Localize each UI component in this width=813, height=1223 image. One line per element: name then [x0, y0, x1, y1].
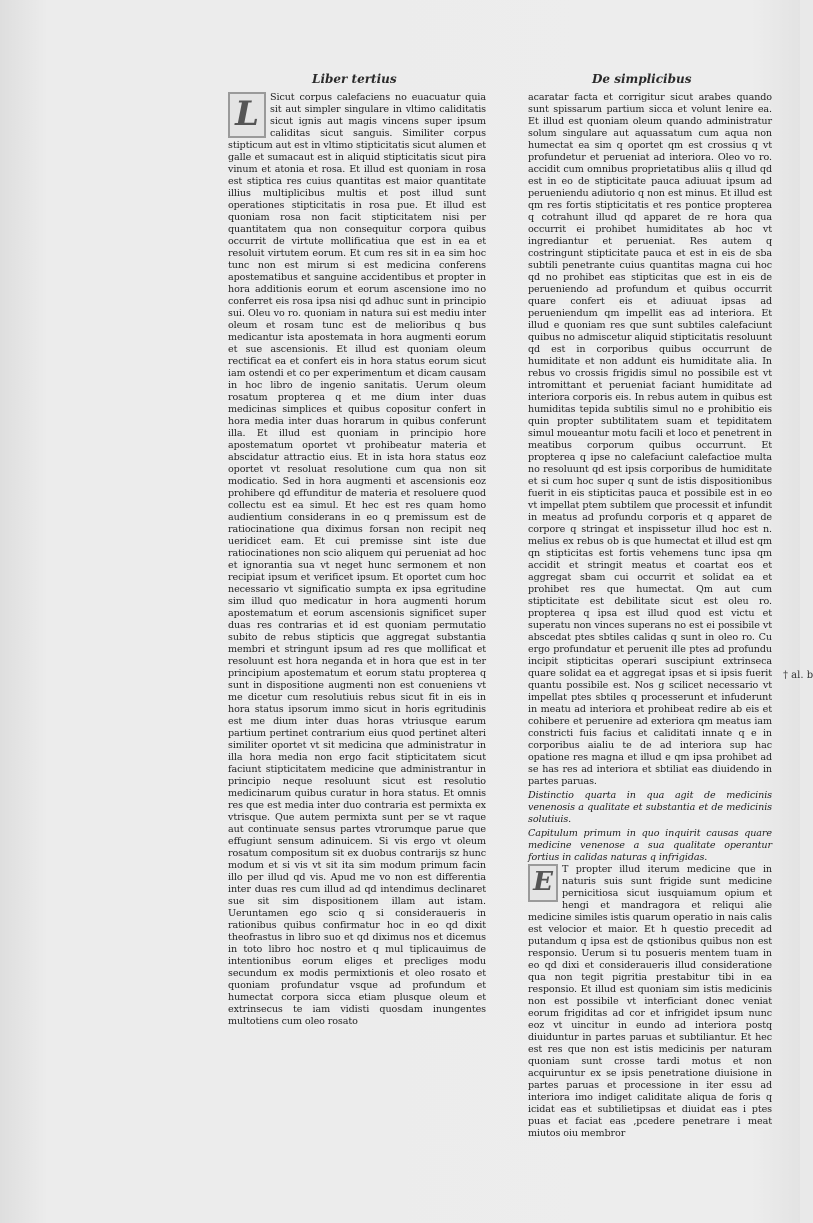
decorated-initial-E: E	[528, 864, 558, 902]
text-column-right	[528, 92, 772, 1139]
running-head-left: Liber tertius	[312, 72, 397, 86]
body-text-right-continued: acaratar facta et corrigitur sicut arabes quando sunt spissarum partium sicca et volunt lenire ea. Et illud est quoniam oleum quando administratur solum singulare aut aquassatum cum aqua non humectat ea sim q oportet qm est crossius q vt profundetur et perueniat ad interiora. Oleo vo ro. accidit cum omnibus proprietatibus aliis q illud qd est in eo de stipticitate pauca adiuuat ipsum ad perueniendu adiutorio q non est minus. Et illud est qm res fortis stipticitatis et res pontice propterea q cotrahunt illud qd apparet de re hora qua occurrit ei prohibet humiditates ab hoc vt ingrediantur et perueniat. Res autem q costringunt stipticitate pauca et est in eis de sba subtili penetrante cuius quantitas magna cui hoc qd no prohibet eas stipticitas que est in eis de perueniendo ad profundum et quibus occurrit quare confert eis et adiuuat ipsas ad perueniendum qm impellit eas ad interiora. Et illud e quoniam res que sunt subtiles calefaciunt quibus no admiscetur aliquid stipticitatis resoluunt qd est in corporibus quibus occurrunt de humiditate et non addunt eis humiditate alia. In rebus vo crossis frigidis simul no possibile est vt intromittant et perueniat faciant humiditate ad interiora corporis eis. In rebus autem in quibus est humiditas tepida subtilis simul no e prohibitio eis quin propter subtilitatem suam et tepiditatem simul moueantur motu facili et loco et penetrent in meatibus corporum quibus occurrunt. Et propterea q ipse no calefaciunt calefactioe multa no resoluunt qd est ipsis corporibus de humiditate et si cum hoc super q sunt de istis dispositionibus fuerit in eis stipticitas pauca et possibile est in eo vt impellat ptem subtilem que processit et infundit in meatus ad profundu corporis et q apparet de corpore q stringat et inspissetur illud hoc est n. melius ex rebus ob is que humectat et illud est qm qn stipticitas est fortis vehemens tunc ipsa qm accidit et stringit meatus et coartat eos et aggregat sbam cui occurrit et solidat ea et prohibet res que humectat. Qm aut cum stipticitate est debilitate sicut est oleu ro. propterea q ipsa est illud quod est victu et superatu non vinces superans no est ei possibile vt abscedat ptes sbtiles calidas q sunt in oleo ro. Cu ergo profundatur et peruenit ille ptes ad profundu incipit stipticitas operari suscipiunt extrinseca quare solidat ea et aggregat ipsas et si ipsis fuerit quantu possibile est. Nos g scilicet necessario vt impellat ptes sbtiles q processerunt et infuderunt in meatu ad interiora et prohibeat redire ab eis et cohibere et peruenire ad exteriora qm meatus iam constricti fuis facius et caliditati innate q e in corporibus aialiu te de ad interiora sup hac opatione res magna et illud e qm ipsa prohibet ad se has res ad interiora et sbtiliat eas diuidendo in partes paruas.	[528, 92, 772, 787]
chapter-heading: Capitulum primum in quo inquirit causas quare medicine venenose a sua qualitate operantur fortius in calidas naturas q infrigidas.	[528, 828, 772, 863]
text-column-left	[228, 92, 486, 1027]
body-text-left: Sicut corpus calefaciens no euacuatur quia sit aut simpler singulare in vltimo caliditatis sicut ignis aut magis vincens super ipsum caliditas sicut sanguis. Similiter corpus stipticum aut est in vltimo stipticitatis sicut alumen et galle et sumacaut est in aliquid stipticitatis sicut pira vinum et atonia et rosa. Et illud est quoniam in rosa est stiptica res cuius quantitas est maior quantitate illius multiplicibus multis et post illud sunt operationes stipticitatis in rosa pue. Et illud est quoniam rosa non facit stipticitatem nisi per quantitatem qua non consequitur corpora quibus occurrit de virtute mollificatiua que est in ea et resoluit virtutem eorum. Et cum res sit in ea sim hoc tunc non est mirum si est medicina conferens apostematibus et sanguine accidentibus et propter in hora additionis eorum et eorum ascensione imo no conferret eis rosa ipsa nisi qd adhuc sunt in principio sui. Oleu vo ro. quoniam in natura sui est mediu inter oleum et rosam tunc est de melioribus q bus medicantur ista apostemata in hora augmenti eorum et sue ascensionis. Et illud est quoniam oleum rectificat ea et confert eis in hora status eorum sicut iam ostendi et co per experimentum et dicam causam in hoc libro de ingenio sanitatis. Uerum oleum rosatum propterea q et me dium inter duas medicinas simplices et quibus copositur confert in hora media inter duas horarum in quibus conferunt illa. Et illud est quoniam in principio hore apostematum oportet vt prohibeatur materia et abscidatur attractio eius. Et in ista hora status eoz oportet vt resoluat resolutione cum qua non sit modicatio. Sed in hora augmenti et ascensionis eoz prohibere qd effunditur de materia et resoluere quod collectu est ea simul. Et hec est res quam homo audientium considerans in eo q premissum est de ratiocinatione qua diximus forsan non recipit neq ueridicet eam. Et cui premisse sint iste due ratiocinationes non scio aliquem qui perueniat ad hoc et ignorantia sua vt neget hunc sermonem et non recipiat ipsum et verificet ipsum. Et oportet cum hoc necessario vt significatio sumpta ex ipsa egritudine sim illud quo medicatur in hora augmenti horum apostematum et eorum ascensionis significet super duas res contrarias et id est quoniam permutatio subito de rebus stipticis que aggregat substantia membri et stringunt ipsum ad res que mollificat et resoluunt est hora neganda et in hora que est in ter principium apostematum et eorum statu propterea q sunt in dispositione augmenti non est conueniens vt me dicetur cum resolutiuis rebus sicut fit in eis in hora status ipsorum immo sicut in horis egritudinis est me dium inter duas horas vtriusque earum partium pertinet contrarium eius quod pertinet alteri similiter oportet vt sit medicina que administratur in illa hora media non ergo facit stipticitatem sicut faciunt stipticitatem medicine que administrantur in principio neque resoluunt sicut est resolutio medicinarum quibus curatur in hora status. Et omnis res que est media inter duo contraria est permixta ex vtrisque. Que autem permixta sunt per se vt raque aut continuate sensus partes vtrorumque parue que effugiunt sensum adinuicem. Si vis ergo vt oleum rosatum compositum sit ex duobus contrarijs sz hunc modum et si vis vt sit ita sim modum primum facin illo per illud qd vis. Apud me vo non est differentia inter duas res cum illud ad qd intendimus declinaret sue sit sim dispositionem illam aut istam. Ueruntamen ego scio q si consideraueris in rationibus quibus confirmatur hoc in eo qd dixit theofrastus in libro suo et qd diximus nos et dicemus in toto libro hoc nostro et q mul tiplicauimus de intentionibus eorum eliges et precliges modu secundum ex modis permixtionis et oleo rosato et quoniam profundatur vsque ad profundum et humectat corpora sicca etiam plusque oleum et extrinsecus te iam vidisti quosdam inungentes multotiens cum oleo rosato	[228, 92, 486, 1027]
decorated-initial-L: L	[228, 92, 266, 138]
body-text-right-chapter: T propter illud iterum medicine que in naturis suis sunt frigide sunt medicine pernicitiosa sicut iusquiamum opium et hengi et mandragora et reliqui alie medicine similes istis quarum operatio in nais calis est velocior et maior. Et h questio precedit ad putandum q ipsa est de qstionibus quibus non est responsio. Uerum si tu posueris mentem tuam in eo qd dixi et consideraueris illud consideratione qua non tegit pigritia prestabitur tibi in ea responsio. Et illud est quoniam sim istis medicinis non est possibile vt interficiant donec veniat eorum frigiditas ad cor et infrigidet ipsum nunc eoz vt uincitur in eundo ad interiora postq diuiduntur in partes paruas et subtiliantur. Et hec est res que non est istis medicinis per naturam quoniam sunt crosse tardi motus et non acquiruntur ex se ipsis penetratione diuisione in partes paruas et processione in iter essu ad interiora imo indiget caliditate aliqua de foris q icidat eas et subtilietipsas et diuidat eas i ptes puas et faciat eas ,pcedere penetrare i meat miutos oiu membror	[528, 864, 772, 1139]
section-heading-distinctio: Distinctio quarta in qua agit de medicinis venenosis a qualitate et substantia et de medicinis solutiuis.	[528, 790, 772, 825]
margin-note: † al. b	[783, 670, 813, 681]
running-head-right: De simplicibus	[592, 72, 692, 86]
